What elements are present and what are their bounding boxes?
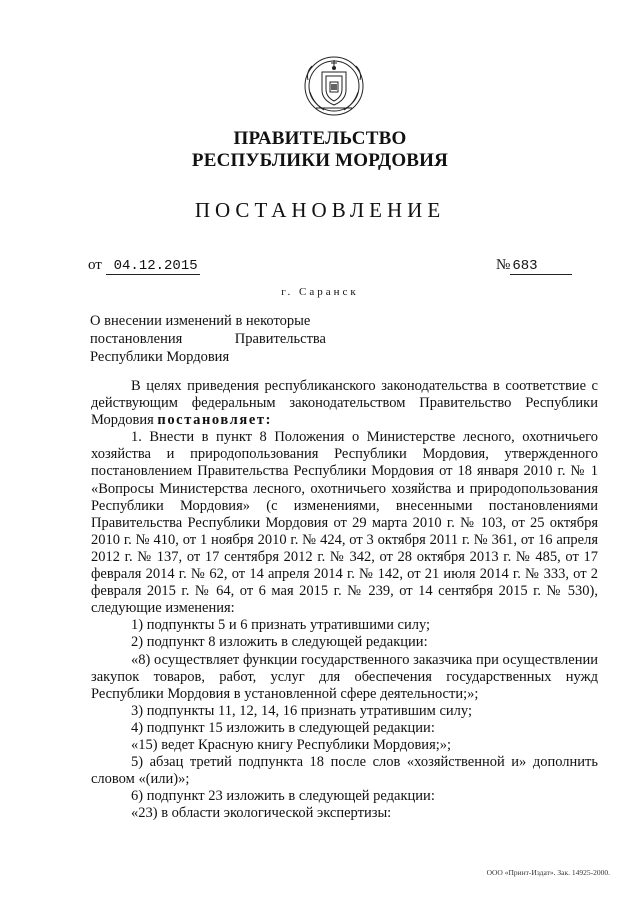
government-title-line1: ПРАВИТЕЛЬСТВО (233, 128, 407, 149)
subitem-4: 4) подпункт 15 изложить в следующей редакции: (131, 719, 435, 736)
coat-of-arms-icon (300, 52, 368, 118)
intro-paragraph (91, 378, 598, 429)
subitem-1: 1) подпункты 5 и 6 признать утратившими силу; (131, 617, 431, 634)
number-prefix: № (496, 257, 511, 273)
document-type: ПОСТАНОВЛЕНИЕ (194, 198, 446, 222)
subject-line2b: Правительства (234, 331, 326, 347)
document-subject (90, 312, 326, 366)
quote-item-15: «15) ведет Красную книгу Республики Мордовия;»; (131, 736, 452, 753)
number-row (496, 257, 572, 275)
item-1: 1. Внести в пункт 8 Положения о Министерстве лесного, охотничьего хозяйства и природопользования Республики Мордовия, утвержденного постановлением Правительства Республики Мордовия от 18 января 2010 г. № 1 «Вопросы Министерства лесного, охотничьего хозяйства и природопользования Республики Мордовия» (с изменениями, внесенными постановлениями Правительства Республики Мордовия от 29 марта 2010 г. № 103, от 25 октября 2010 г. № 410, от 1 ноября 2010 г. № 424, от 3 октября 2011 г. № 361, от 16 апреля 2012 г. № 137, от 17 сентября 2012 г. № 342, от 28 октября 2013 г. № 485, от 17 февраля 2014 г. № 62, от 14 апреля 2014 г. № 142, от 21 июля 2014 г. № 333, от 2 февраля 2015 г. № 64, от 6 мая 2015 г. № 239, от 14 сентября 2015 г. № 530), следующие изменения: (91, 429, 598, 617)
government-title-line2: РЕСПУБЛИКИ МОРДОВИЯ (191, 150, 449, 171)
subject-line2a: постановления (90, 331, 183, 347)
subitem-3: 3) подпункты 11, 12, 14, 16 признать утратившим силу; (131, 702, 472, 719)
quote-item-23: «23) в области экологической экспертизы: (131, 805, 392, 822)
city-line: г. Саранск (281, 286, 359, 298)
subject-line2 (90, 330, 326, 348)
subitem-5: 5) абзац третий подпункта 18 после слов «хозяйственной и» дополнить словом «(или)»; (91, 754, 598, 788)
subject-line1: О внесении изменений в некоторые (90, 313, 311, 329)
decree-word: постановляет (157, 412, 266, 429)
subitem-6: 6) подпункт 23 изложить в следующей редакции: (131, 788, 435, 805)
subitem-2: 2) подпункт 8 изложить в следующей редакции: (131, 634, 428, 651)
document-date: 04.12.2015 (106, 258, 200, 275)
document-body (91, 378, 598, 822)
intro-colon: : (265, 412, 273, 429)
subject-line3: Республики Мордовия (90, 349, 230, 365)
printer-footer: ООО «Принт-Издат». Зак. 14925-2000. (486, 868, 610, 877)
intro-text: В целях приведения республиканского законодательства в соответствие с действующим федеральным законодательством Правительство Республики Мордовия (91, 378, 598, 429)
date-row (88, 257, 200, 275)
quote-item-8: «8) осуществляет функции государственного заказчика при осуществлении закупок товаров, работ, услуг для обеспечения государственных нужд Республики Мордовия в установленной сфере деятельности;»; (91, 651, 598, 702)
date-prefix: от (88, 257, 102, 273)
document-number: 683 (510, 258, 572, 275)
